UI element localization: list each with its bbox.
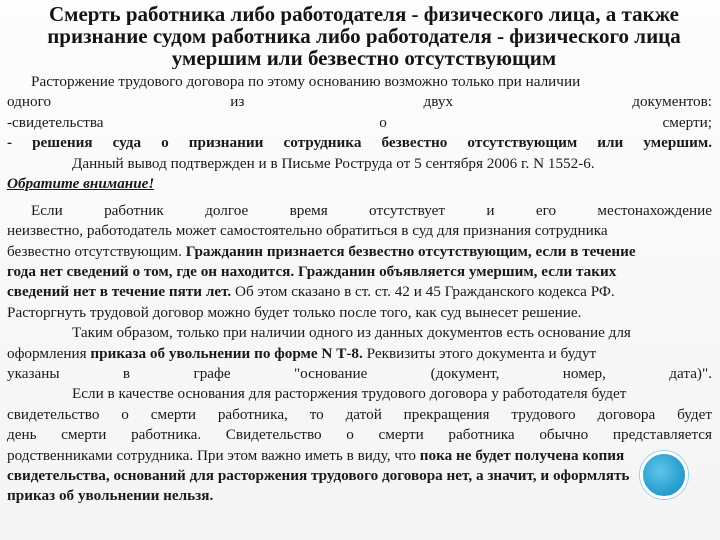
title-line-1: Смерть работника либо работодателя - физического лица, а также: [49, 3, 679, 25]
text-run: безвестно отсутствующим.: [7, 242, 186, 260]
paragraph-line: [7, 242, 712, 262]
paragraph-line: - решения суда о признании сотрудника безвестно отсутствующим или умершим.: [7, 134, 712, 152]
text-run: Об этом сказано в ст. ст. 42 и 45 Гражданского кодекса РФ.: [231, 283, 615, 301]
accent-circle-icon: [640, 451, 688, 499]
text-run-bold: пока не будет получена копия: [419, 446, 625, 464]
paragraph-line: -свидетельства о смерти;: [7, 113, 712, 131]
paragraph-line: года нет сведений о том, где он находится. Гражданин объявляется умершим, если таких: [7, 263, 617, 280]
paragraph-line: Данный вывод подтвержден и в Письме Роструда от 5 сентября 2006 г. N 1552-6.: [72, 154, 595, 172]
title-line-3: умершим или безвестно отсутствующим: [171, 47, 557, 69]
paragraph-line: неизвестно, работодатель может самостоятельно обратиться в суд для признания сотрудника: [7, 222, 608, 240]
paragraph-line: Расторгнуть трудовой договор можно будет только после того, как суд вынесет решение.: [7, 303, 582, 321]
paragraph-line: Таким образом, только при наличии одного из данных документов есть основание для: [72, 324, 631, 342]
paragraph-line: день смерти работника. Свидетельство о смерти работника обычно представляется: [7, 426, 712, 444]
text-run-bold: сведений нет в течение пяти лет.: [7, 283, 232, 301]
text-run: оформления: [7, 344, 91, 362]
text-run: Реквизиты этого документа и будут: [362, 344, 597, 362]
text-run-bold: Гражданин признается безвестно отсутствующим, если в течение: [185, 242, 636, 260]
paragraph-line: Расторжение трудового договора по этому основанию возможно только при наличии: [31, 73, 581, 90]
paragraph-line: приказ об увольнении нельзя.: [7, 487, 214, 505]
slide-body: [7, 72, 712, 507]
paragraph-line: Если в качестве основания для расторжения трудового договора у работодателя будет: [72, 385, 627, 403]
slide-title: [20, 3, 708, 69]
title-line-2: признание судом работника либо работодателя - физического лица: [47, 25, 681, 47]
paragraph-line: [7, 446, 712, 466]
paragraph-line: [7, 282, 712, 302]
text-run: родственниками сотрудника. При этом важно иметь в виду, что: [7, 446, 420, 464]
text-run-bold: приказа об увольнении по форме N Т-8.: [90, 344, 363, 362]
paragraph-line: свидетельство о смерти работника, то датой прекращения трудового договора будет: [7, 405, 712, 423]
paragraph-line: одного из двух документов:: [7, 93, 712, 111]
paragraph-line: [7, 344, 712, 364]
attention-note: Обратите внимание!: [7, 174, 155, 192]
paragraph-line: Если работник долгое время отсутствует и его местонахождение: [31, 201, 712, 219]
paragraph-line: свидетельства, оснований для расторжения трудового договора нет, а значит, и оформлять: [7, 467, 630, 485]
paragraph-line: указаны в графе "основание (документ, номер, дата)".: [7, 365, 712, 383]
